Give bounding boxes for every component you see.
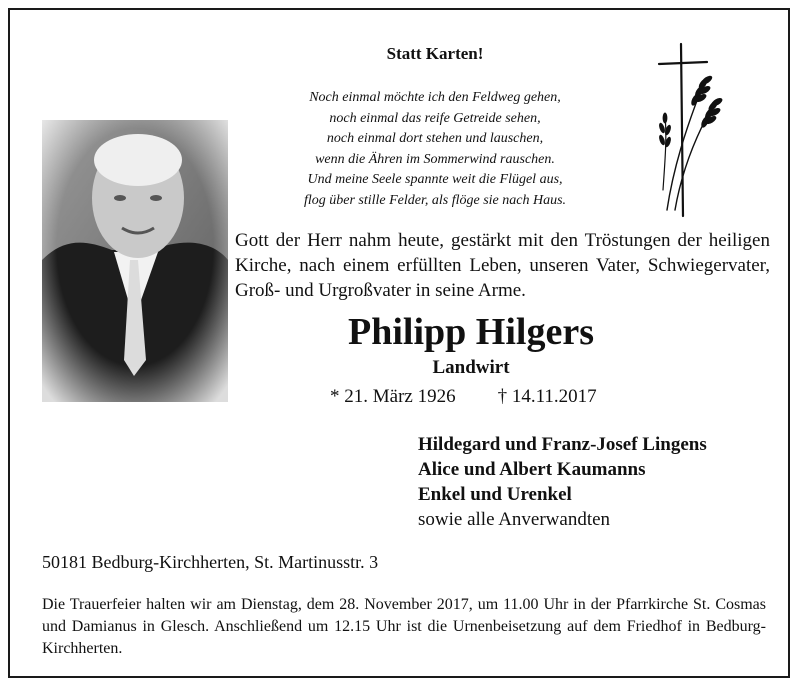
poem-line: wenn die Ähren im Sommerwind rauschen. [315,151,555,167]
poem-line: Und meine Seele spannte weit die Flügel aus, [307,172,563,187]
poem-line: noch einmal dort stehen und lauschen, [326,131,544,146]
headline: Statt Karten! [386,44,484,63]
mourner: Alice und Albert Kaumanns [418,459,646,480]
mourners-extra: sowie alle Anverwandten [418,509,611,530]
mourners-list [418,432,778,532]
mourner: Hildegard und Franz-Josef Lingens [418,434,707,455]
poem-line: flog über stille Felder, als flöge sie nach Haus. [303,192,567,208]
cross-with-wheat-icon [645,40,725,220]
intro-text: Gott der Herr nahm heute, gestärkt mit den Tröstungen der heiligen Kirche, nach einem erfüllten Leben, unseren Vater, Schwiegervater, Groß- und Urgroßvater in seine Arme. [235,230,770,301]
poem [265,88,605,211]
deceased-name: Philipp Hilgers [348,311,594,353]
address: 50181 Bedburg-Kirchherten, St. Martinusstr. 3 [42,552,379,572]
mourner: Enkel und Urenkel [418,484,572,505]
life-dates [330,386,597,408]
birth-date: * 21. März 1926 [330,386,456,407]
occupation: Landwirt [432,357,510,378]
portrait-photo [42,120,228,402]
poem-line: Noch einmal möchte ich den Feldweg gehen, [309,90,561,105]
poem-line: noch einmal das reife Getreide sehen, [329,110,541,126]
service-info: Die Trauerfeier halten wir am Dienstag, dem 28. November 2017, um 11.00 Uhr in der Pfarrkirche St. Cosmas und Damianus in Glesch. Anschließend um 12.15 Uhr ist die Urnenbeisetzung auf dem Friedhof in Bedburg-Kirchherten. [42,596,766,657]
death-date: † 14.11.2017 [497,386,597,407]
